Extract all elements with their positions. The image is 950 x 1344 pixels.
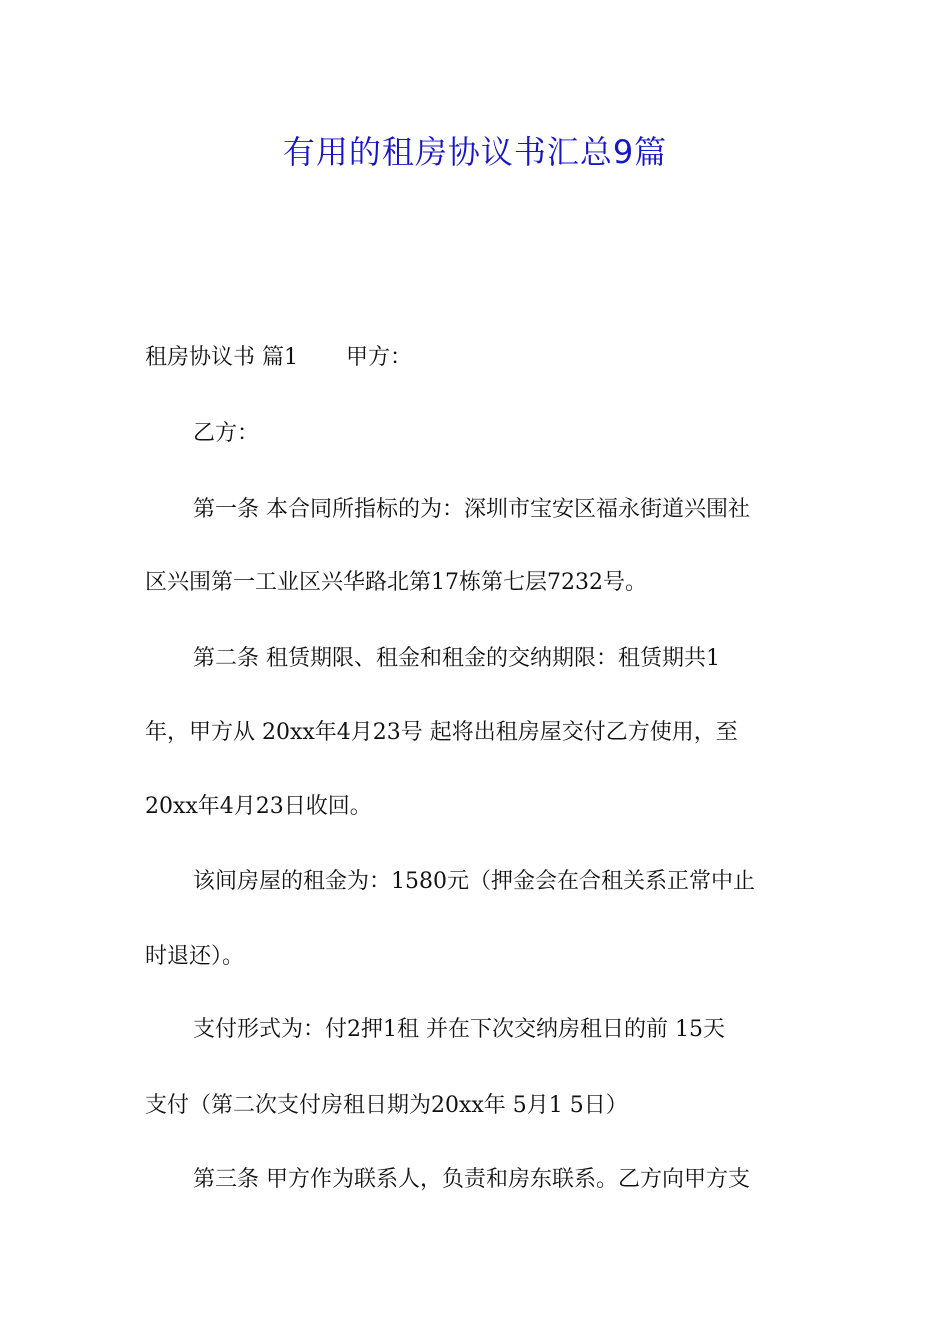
paragraph-line: 支付形式为：付2押1租 并在下次交纳房租日的前 15天 xyxy=(193,1017,725,1042)
paragraph-line: 第一条 本合同所指标的为：深圳市宝安区福永街道兴围社 xyxy=(193,497,750,522)
document-title: 有用的租房协议书汇总9篇 xyxy=(282,133,668,171)
paragraph-line: 时退还）。 xyxy=(145,944,245,969)
party-b-label: 乙方： xyxy=(193,421,260,446)
party-a-label: 甲方： xyxy=(346,345,413,370)
paragraph-line: 年，甲方从 20xx年4月23号 起将出租房屋交付乙方使用，至 xyxy=(145,720,738,745)
paragraph-line: 该间房屋的租金为：1580元（押金会在合租关系正常中止 xyxy=(193,869,755,894)
paragraph-line: 支付（第二次支付房租日期为20xx年 5月1 5日） xyxy=(145,1093,628,1118)
paragraph-line: 区兴围第一工业区兴华路北第17栋第七层7232号。 xyxy=(145,570,647,595)
paragraph-line: 第二条 租赁期限、租金和租金的交纳期限：租赁期共1 xyxy=(193,646,720,671)
paragraph-line: 20xx年4月23日收回。 xyxy=(145,794,372,819)
section-heading: 租房协议书 篇1 xyxy=(145,345,298,370)
paragraph-line xyxy=(145,342,810,374)
paragraph-line: 第三条 甲方作为联系人，负责和房东联系。乙方向甲方支 xyxy=(193,1167,750,1192)
